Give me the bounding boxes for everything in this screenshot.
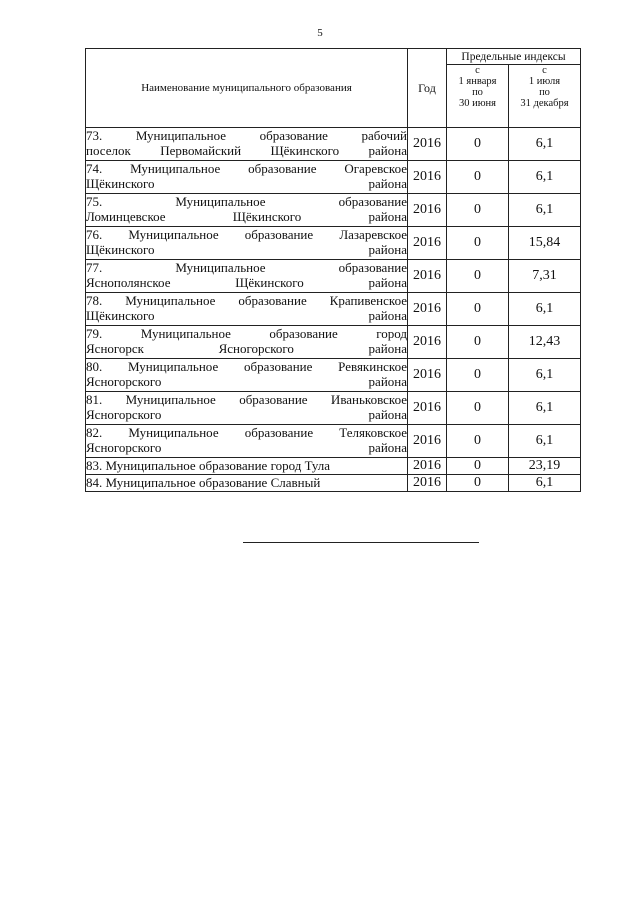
municipality-name-line: Ясногорск Ясногорского района bbox=[86, 341, 407, 356]
year-cell: 2016 bbox=[408, 227, 447, 260]
municipality-name-line: Муниципальное образование Огаревское bbox=[130, 161, 408, 176]
municipality-name-line: Муниципальное образование bbox=[175, 260, 408, 275]
municipality-name-cell bbox=[86, 161, 408, 194]
municipality-name-cell bbox=[86, 194, 408, 227]
municipality-name-line: Муниципальное образование Лазаревское bbox=[128, 227, 408, 242]
municipality-name-cell bbox=[86, 458, 408, 475]
year-cell: 2016 bbox=[408, 293, 447, 326]
header-limit-indices: Предельные индексы bbox=[447, 49, 581, 65]
row-number: 75. bbox=[86, 194, 103, 209]
index-first-half-cell: 0 bbox=[447, 359, 509, 392]
index-first-half-cell: 0 bbox=[447, 227, 509, 260]
index-first-half-cell: 0 bbox=[447, 458, 509, 475]
table-body bbox=[86, 128, 581, 492]
index-first-half-cell: 0 bbox=[447, 392, 509, 425]
index-second-half-cell: 6,1 bbox=[509, 425, 581, 458]
table-row bbox=[86, 392, 581, 425]
year-cell: 2016 bbox=[408, 194, 447, 227]
municipality-name-line: Муниципальное образование Ревякинское bbox=[128, 359, 408, 374]
index-second-half-cell: 6,1 bbox=[509, 293, 581, 326]
row-number: 73. bbox=[86, 128, 103, 143]
index-first-half-cell: 0 bbox=[447, 161, 509, 194]
municipality-name-line: Яснополянское Щёкинского района bbox=[86, 275, 407, 290]
table-row bbox=[86, 161, 581, 194]
table-row bbox=[86, 425, 581, 458]
row-number: 76. bbox=[86, 227, 103, 242]
municipality-name-line: Муниципальное образование Славный bbox=[105, 475, 321, 490]
year-cell: 2016 bbox=[408, 475, 447, 492]
municipality-name-cell bbox=[86, 128, 408, 161]
municipality-name-line: Муниципальное образование Теляковское bbox=[128, 425, 407, 440]
municipality-name-line: Муниципальное образование Крапивенское bbox=[125, 293, 407, 308]
indices-table bbox=[85, 48, 581, 492]
index-second-half-cell: 6,1 bbox=[509, 392, 581, 425]
year-cell: 2016 bbox=[408, 161, 447, 194]
municipality-name-line: Муниципальное образование рабочий bbox=[135, 128, 407, 143]
municipality-name-cell bbox=[86, 260, 408, 293]
header-name-column: Наименование муниципального образования bbox=[86, 49, 408, 128]
index-first-half-cell: 0 bbox=[447, 194, 509, 227]
municipality-name-cell bbox=[86, 326, 408, 359]
table-row bbox=[86, 128, 581, 161]
municipality-name-line: Ломинцевское Щёкинского района bbox=[86, 209, 407, 224]
header-year-column: Год bbox=[408, 49, 447, 128]
row-number: 74. bbox=[86, 161, 103, 176]
table-row bbox=[86, 260, 581, 293]
table-row bbox=[86, 293, 581, 326]
municipality-name-line: Ясногорского района bbox=[86, 440, 407, 455]
footer-rule bbox=[243, 542, 479, 543]
index-second-half-cell: 6,1 bbox=[509, 194, 581, 227]
index-second-half-cell: 6,1 bbox=[509, 161, 581, 194]
municipality-name-line: Муниципальное образование Иваньковское bbox=[125, 392, 408, 407]
index-first-half-cell: 0 bbox=[447, 128, 509, 161]
municipality-name-line: Ясногорского района bbox=[86, 374, 407, 389]
year-cell: 2016 bbox=[408, 326, 447, 359]
index-first-half-cell: 0 bbox=[447, 475, 509, 492]
row-number: 78. bbox=[86, 293, 103, 308]
year-cell: 2016 bbox=[408, 359, 447, 392]
index-second-half-cell: 23,19 bbox=[509, 458, 581, 475]
index-second-half-cell: 12,43 bbox=[509, 326, 581, 359]
index-first-half-cell: 0 bbox=[447, 425, 509, 458]
year-cell: 2016 bbox=[408, 392, 447, 425]
row-number: 82. bbox=[86, 425, 103, 440]
municipality-name-cell bbox=[86, 475, 408, 492]
municipality-name-line: поселок Первомайский Щёкинского района bbox=[86, 143, 407, 158]
index-first-half-cell: 0 bbox=[447, 326, 509, 359]
row-number: 81. bbox=[86, 392, 103, 407]
index-first-half-cell: 0 bbox=[447, 260, 509, 293]
table-row bbox=[86, 326, 581, 359]
index-second-half-cell: 7,31 bbox=[509, 260, 581, 293]
table-row bbox=[86, 227, 581, 260]
row-number: 84. bbox=[86, 475, 103, 490]
table-row bbox=[86, 475, 581, 492]
index-first-half-cell: 0 bbox=[447, 293, 509, 326]
index-second-half-cell: 6,1 bbox=[509, 359, 581, 392]
year-cell: 2016 bbox=[408, 458, 447, 475]
table-row bbox=[86, 359, 581, 392]
index-second-half-cell: 6,1 bbox=[509, 475, 581, 492]
municipality-name-line: Муниципальное образование город Тула bbox=[105, 458, 331, 473]
municipality-name-line: Щёкинского района bbox=[86, 242, 407, 257]
year-cell: 2016 bbox=[408, 128, 447, 161]
row-number: 77. bbox=[86, 260, 103, 275]
row-number: 79. bbox=[86, 326, 103, 341]
index-second-half-cell: 6,1 bbox=[509, 128, 581, 161]
municipality-name-line: Муниципальное образование bbox=[175, 194, 408, 209]
municipality-name-line: Щёкинского района bbox=[86, 308, 407, 323]
municipality-name-line: Щёкинского района bbox=[86, 176, 407, 191]
header-period-second-half: с 1 июля по 31 декабря bbox=[509, 65, 581, 128]
header-period-first-half: с 1 января по 30 июня bbox=[447, 65, 509, 128]
row-number: 83. bbox=[86, 458, 103, 473]
municipality-name-cell bbox=[86, 359, 408, 392]
row-number: 80. bbox=[86, 359, 103, 374]
municipality-name-cell bbox=[86, 293, 408, 326]
municipality-name-cell bbox=[86, 392, 408, 425]
table-row bbox=[86, 194, 581, 227]
municipality-name-cell bbox=[86, 425, 408, 458]
municipality-name-line: Муниципальное образование город bbox=[140, 326, 408, 341]
municipality-name-cell bbox=[86, 227, 408, 260]
municipality-name-line: Ясногорского района bbox=[86, 407, 407, 422]
table-row bbox=[86, 458, 581, 475]
index-second-half-cell: 15,84 bbox=[509, 227, 581, 260]
page-number: 5 bbox=[317, 27, 323, 39]
year-cell: 2016 bbox=[408, 260, 447, 293]
year-cell: 2016 bbox=[408, 425, 447, 458]
